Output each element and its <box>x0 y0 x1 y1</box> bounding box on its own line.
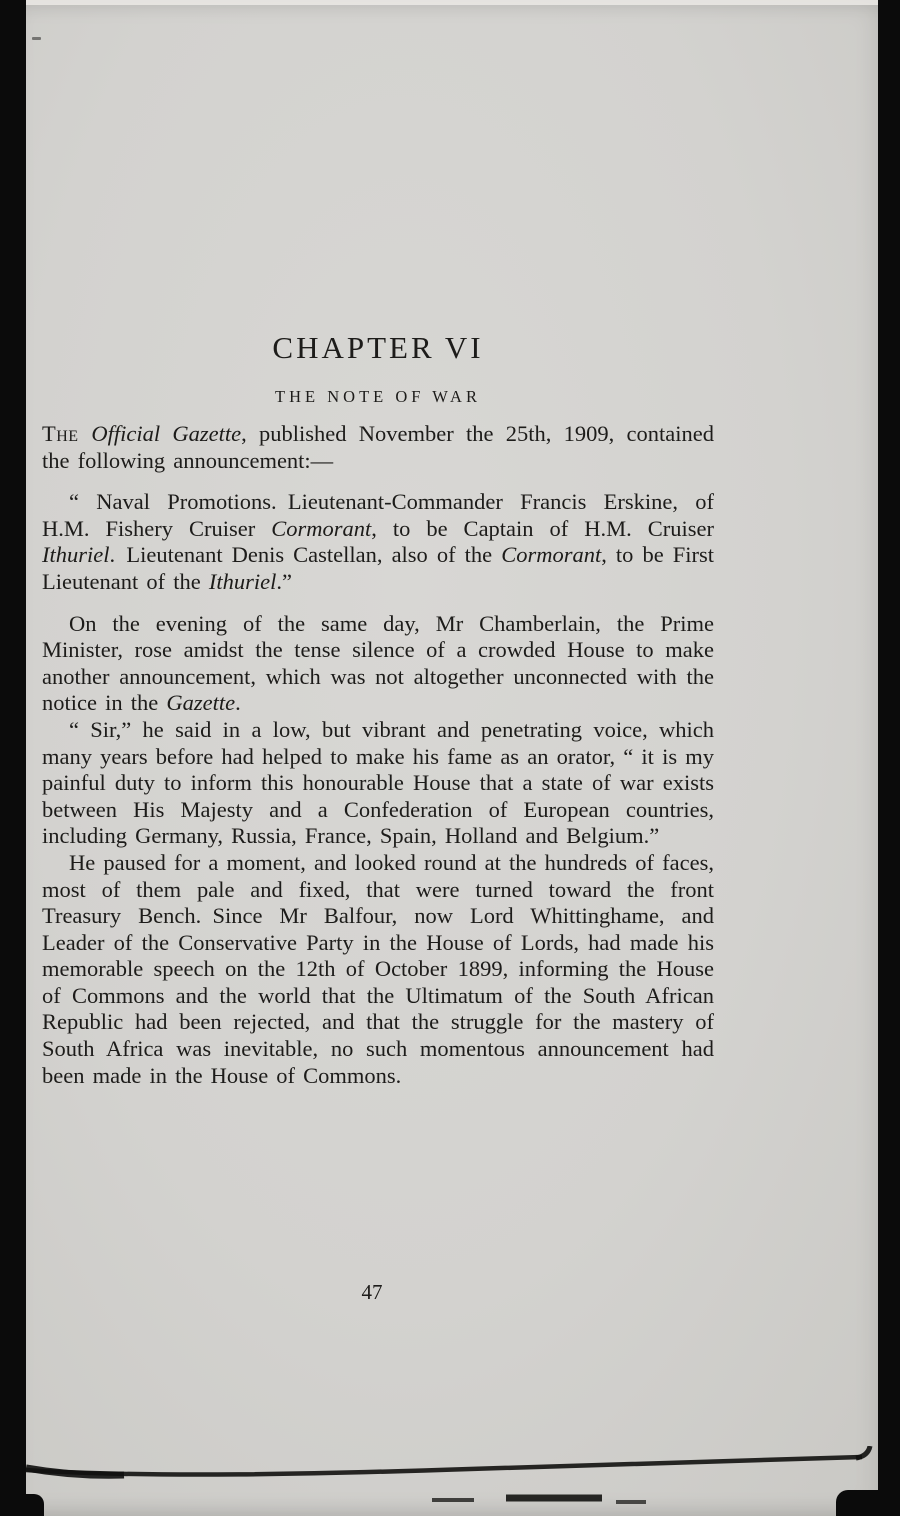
body-text <box>42 421 714 1089</box>
paragraph: On the evening of the same day, Mr Chamberlain, the Prime Minister, rose amidst the tense silence of a crowded House to make another announcement, which was not altogether unconnected with the notice in the Gazette. <box>42 610 714 716</box>
scan-corner-blot-right <box>836 1490 900 1516</box>
page-curl-shadow <box>0 1446 900 1516</box>
scan-edge-left <box>0 0 26 1516</box>
paragraph: “ Sir,” he said in a low, but vibrant and penetrating voice, which many years before had helped to make his fame as an orator, “ it is my painful duty to inform this honourable House that a state of war exists between His Majesty and a Confederation of European countries, including Germany, Russia, France, Spain, Holland and Belgium.” <box>42 716 714 849</box>
scan-edge-right <box>878 0 900 1516</box>
scan-corner-blot-left <box>0 1494 44 1516</box>
scan-edge-top <box>26 0 878 5</box>
chapter-heading: CHAPTER VI <box>272 330 484 365</box>
paragraph: “ Naval Promotions. Lieutenant-Commander Francis Erskine, of H.M. Fishery Cruiser Cormorant, to be Captain of H.M. Cruiser Ithuriel. Lieutenant Denis Castellan, also of the Cormorant, to be First Lieutenant of the Ithuriel.” <box>42 489 714 594</box>
scan-artifact-mark <box>32 37 41 40</box>
section-title: THE NOTE OF WAR <box>275 387 481 406</box>
paragraph: The Official Gazette, published November the 25th, 1909, contained the following announcement:— <box>42 421 714 473</box>
paragraph: He paused for a moment, and looked round at the hundreds of faces, most of them pale and fixed, that were turned toward the front Treasury Bench. Since Mr Balfour, now Lord Whittinghame, and Leader of the Conservative Party in the House of Lords, had made his memorable speech on the 12th of October 1899, informing the House of Commons and the world that the Ultimatum of the South African Republic had been rejected, and that the struggle for the mastery of South Africa was inevitable, no such momentous announcement had been made in the House of Commons. <box>42 849 714 1088</box>
page-number: 47 <box>361 1280 383 1304</box>
